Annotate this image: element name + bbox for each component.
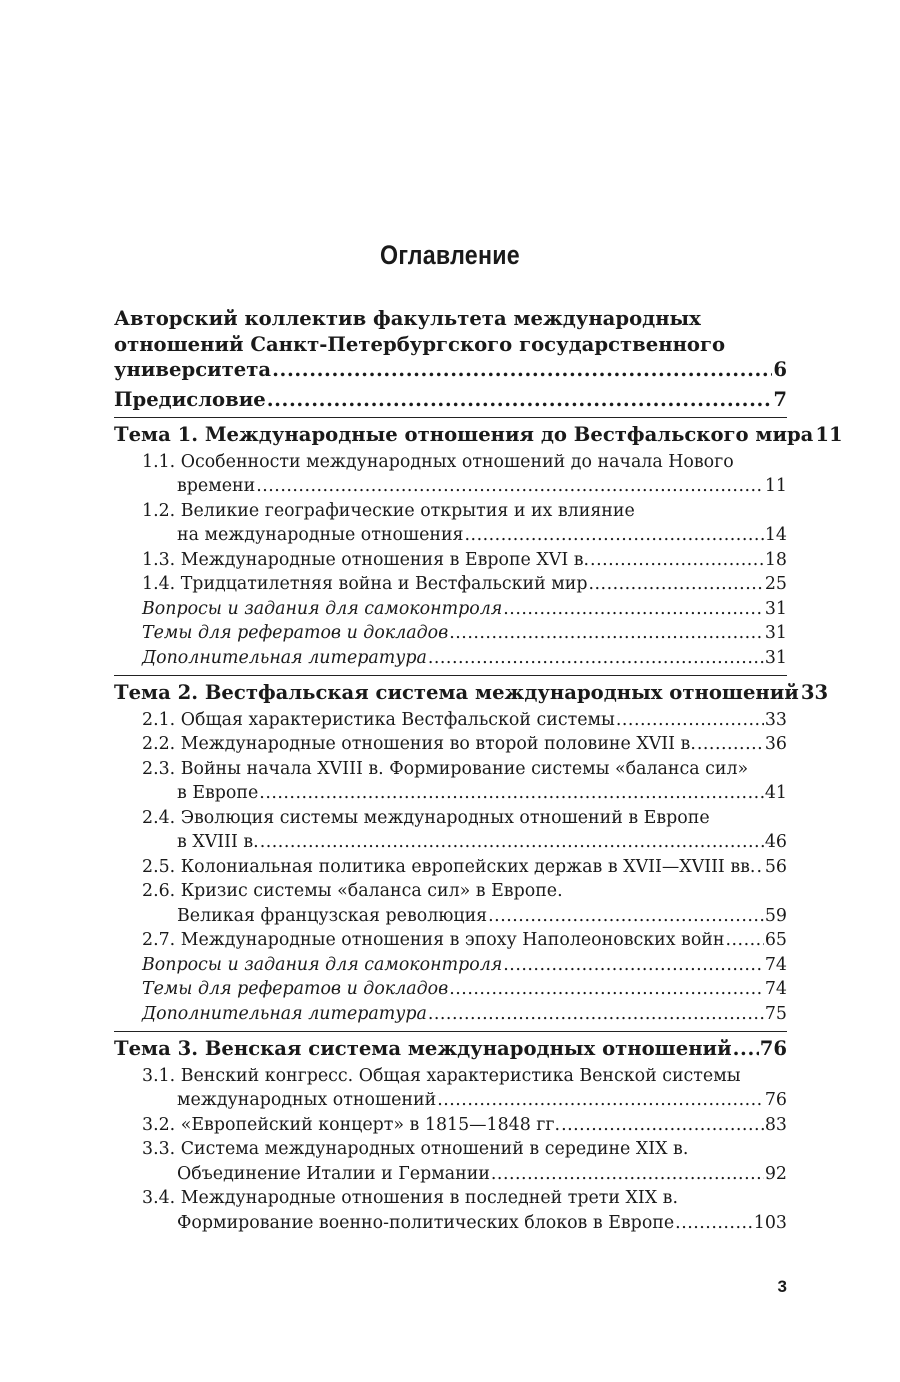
toc-extra-title: Темы для рефератов и докладов	[142, 623, 449, 643]
toc-section-page: 59	[764, 905, 787, 926]
dot-leader	[588, 572, 763, 597]
divider	[114, 1031, 787, 1032]
toc-section-1-1[interactable]	[114, 450, 787, 499]
dot-leader	[259, 781, 764, 806]
toc-section-title-cont: времени	[177, 476, 256, 496]
toc-section-title: 3.4. Международные отношения в последней трети XIX в.	[142, 1188, 678, 1208]
toc-topic-page: 11	[815, 423, 843, 446]
toc-extra-topics-1[interactable]	[114, 621, 787, 646]
toc-section-2-5[interactable]	[114, 855, 787, 880]
toc-section-page: 76	[764, 1090, 787, 1110]
toc-extra-title: Дополнительная литература	[142, 647, 427, 668]
dot-leader	[725, 928, 763, 953]
toc-extra-topics-2[interactable]	[114, 977, 787, 1002]
toc-section-title: 2.7. Международные отношения в эпоху Наполеоновских войн	[142, 930, 725, 950]
dot-leader	[449, 977, 764, 1002]
dot-leader	[503, 597, 764, 622]
toc-topic-2[interactable]	[114, 680, 829, 706]
toc-section-page: 33	[764, 709, 787, 730]
toc-entry-page: 7	[773, 387, 787, 411]
toc-extra-literature-2[interactable]	[114, 1002, 787, 1027]
toc-section-page: 103	[753, 1212, 787, 1233]
toc-section-title: 3.2. «Европейский концерт» в 1815—1848 гг.	[142, 1114, 561, 1135]
toc-section-2-2[interactable]	[114, 732, 787, 757]
toc-entry-line: отношений Санкт-Петербургского государственного	[114, 332, 726, 356]
dot-leader	[756, 855, 763, 880]
toc-extra-page: 74	[764, 954, 787, 975]
toc-section-2-6[interactable]	[114, 879, 787, 928]
toc-entry-page: 6	[773, 358, 787, 381]
divider	[114, 417, 787, 418]
dot-leader	[733, 1036, 759, 1062]
dot-leader	[437, 1088, 764, 1113]
toc-section-title: 3.1. Венский конгресс. Общая характеристика Венской системы	[142, 1065, 741, 1086]
toc-extra-page: 31	[764, 598, 787, 619]
dot-leader	[491, 1162, 764, 1187]
toc-section-page: 14	[764, 525, 787, 545]
toc-section-title: 1.2. Великие географические открытия и их влияние	[142, 500, 635, 521]
dot-leader	[697, 732, 764, 757]
toc-topic-1[interactable]	[114, 422, 843, 448]
toc-section-title-cont: в Европе	[177, 783, 259, 803]
toc-section-3-3[interactable]	[114, 1137, 787, 1186]
dot-leader	[428, 646, 764, 671]
dot-leader	[561, 1113, 764, 1138]
toc-extra-title: Темы для рефератов и докладов	[142, 979, 449, 999]
toc-section-page: 18	[764, 549, 787, 570]
dot-leader	[503, 953, 764, 978]
dot-leader	[267, 387, 773, 413]
toc-extra-title: Дополнительная литература	[142, 1003, 427, 1024]
toc-section-2-7[interactable]	[114, 928, 787, 953]
dot-leader	[272, 357, 772, 383]
dot-leader	[616, 708, 764, 733]
toc-section-title-cont: в XVIII в.	[177, 832, 259, 852]
toc-section-3-4[interactable]	[114, 1186, 787, 1235]
toc-section-2-3[interactable]	[114, 757, 787, 806]
toc-section-title: 2.3. Войны начала XVIII в. Формирование системы «баланса сил»	[142, 758, 749, 779]
toc-section-1-4[interactable]	[114, 572, 787, 597]
divider	[114, 675, 787, 676]
dot-leader	[449, 621, 764, 646]
toc-section-title-cont: Объединение Италии и Германии	[177, 1163, 490, 1184]
toc-extra-page: 31	[764, 623, 787, 643]
toc-section-3-1[interactable]	[114, 1064, 787, 1113]
toc-section-title: 2.1. Общая характеристика Вестфальской системы	[142, 709, 615, 730]
toc-extra-questions-1[interactable]	[114, 597, 787, 622]
toc-section-title: 2.2. Международные отношения во второй половине XVII в.	[142, 734, 696, 754]
toc-topic-title: Тема 2. Вестфальская система международных отношений	[114, 681, 799, 704]
toc-section-title: 2.4. Эволюция системы международных отношений в Европе	[142, 807, 710, 828]
toc-topic-3[interactable]	[114, 1036, 787, 1062]
toc-extra-literature-1[interactable]	[114, 646, 787, 671]
toc-section-title: 1.1. Особенности международных отношений до начала Нового	[142, 451, 734, 472]
toc-topic-page: 76	[759, 1037, 787, 1060]
toc-section-title: 2.5. Колониальная политика европейских держав в XVII—XVIII вв.	[142, 856, 756, 877]
toc-extra-page: 31	[764, 647, 787, 668]
toc-topic-title: Тема 3. Венская система международных отношений	[114, 1037, 732, 1060]
toc-extra-page: 75	[764, 1003, 787, 1024]
toc-entry-title: университета	[114, 358, 272, 381]
toc-section-page: 56	[764, 856, 787, 877]
toc-section-title-cont: международных отношений	[177, 1090, 437, 1110]
dot-leader	[428, 1002, 764, 1027]
toc-topic-title: Тема 1. Международные отношения до Вестфальского мира	[114, 423, 814, 446]
toc-extra-page: 74	[764, 979, 787, 999]
toc-section-page: 36	[764, 734, 787, 754]
dot-leader	[260, 830, 764, 855]
toc-section-title: 2.6. Кризис системы «баланса сил» в Европе.	[142, 881, 563, 901]
toc-section-page: 83	[764, 1114, 787, 1135]
toc-section-2-1[interactable]	[114, 708, 787, 733]
toc-section-3-2[interactable]	[114, 1113, 787, 1138]
toc-section-page: 92	[764, 1163, 787, 1184]
toc-section-title: 3.3. Система международных отношений в середине XIX в.	[142, 1139, 689, 1159]
toc-section-page: 25	[764, 574, 787, 594]
toc-entry-preface[interactable]	[114, 387, 787, 413]
toc-extra-title: Вопросы и задания для самоконтроля	[142, 954, 503, 975]
dot-leader	[590, 548, 764, 573]
toc-section-title-cont: на международные отношения	[177, 525, 464, 545]
dot-leader	[256, 474, 764, 499]
dot-leader	[465, 523, 764, 548]
toc-section-1-3[interactable]	[114, 548, 787, 573]
toc-entry-title: Предисловие	[114, 387, 266, 411]
toc-extra-title: Вопросы и задания для самоконтроля	[142, 598, 503, 619]
toc-section-title: 1.4. Тридцатилетняя война и Вестфальский мир	[142, 574, 588, 594]
toc-section-title-cont: Формирование военно-политических блоков в Европе	[177, 1212, 675, 1233]
page-title: Оглавление	[380, 240, 520, 271]
dot-leader	[675, 1211, 753, 1236]
table-of-contents	[114, 306, 843, 1235]
toc-section-title-cont: Великая французская революция	[177, 905, 488, 926]
dot-leader	[488, 904, 764, 929]
toc-section-2-4[interactable]	[114, 806, 787, 855]
toc-section-page: 65	[764, 930, 787, 950]
toc-topic-page: 33	[800, 681, 829, 704]
toc-section-page: 11	[764, 476, 787, 496]
toc-section-page: 46	[764, 832, 787, 852]
toc-section-title: 1.3. Международные отношения в Европе XVI в.	[142, 549, 590, 570]
toc-section-page: 41	[764, 783, 787, 803]
toc-entry-authors[interactable]	[114, 306, 787, 383]
toc-entry-line: Авторский коллектив факультета международных	[114, 307, 701, 330]
page-number: 3	[777, 1277, 787, 1296]
toc-extra-questions-2[interactable]	[114, 953, 787, 978]
toc-section-1-2[interactable]	[114, 499, 787, 548]
